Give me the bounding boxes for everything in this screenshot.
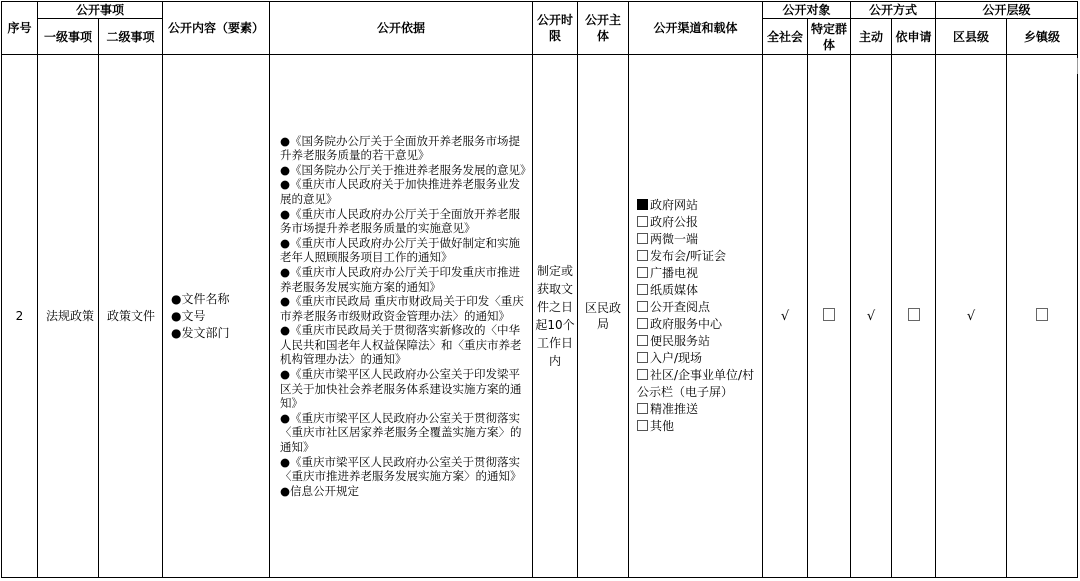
checked-box-icon bbox=[637, 199, 648, 210]
unchecked-box-icon bbox=[637, 403, 648, 414]
content-item: ●文号 bbox=[171, 308, 206, 323]
check-mark-icon: √ bbox=[866, 308, 876, 324]
channel-item bbox=[637, 197, 760, 214]
channel-label: 社区/企事业单位/村公示栏（电子屏） bbox=[637, 368, 755, 399]
row-seq: 2 bbox=[2, 55, 38, 578]
basis-item: ●信息公开规定 bbox=[280, 483, 360, 498]
header-basis: 公开依据 bbox=[270, 2, 533, 55]
header-matter: 公开事项 bbox=[38, 2, 163, 19]
header-tier-county: 区县级 bbox=[936, 19, 1007, 55]
channel-item bbox=[637, 265, 760, 282]
header-level1: 一级事项 bbox=[38, 19, 99, 55]
basis-item: ●《重庆市梁平区人民政府办公室关于贯彻落实〈重庆市推进养老服务发展实施方案〉的通知》 bbox=[280, 454, 522, 484]
header-content: 公开内容（要素） bbox=[163, 2, 270, 55]
channel-label: 纸质媒体 bbox=[650, 283, 699, 297]
empty-checkbox-icon bbox=[908, 308, 920, 321]
channel-item bbox=[637, 316, 760, 333]
row-channels bbox=[629, 55, 763, 578]
channel-item bbox=[637, 350, 760, 367]
header-channels: 公开渠道和载体 bbox=[629, 2, 763, 55]
header-method-active: 主动 bbox=[851, 19, 892, 55]
channel-label: 便民服务站 bbox=[650, 334, 711, 348]
header-audience-specific: 特定群体 bbox=[808, 19, 851, 55]
unchecked-box-icon bbox=[637, 301, 648, 312]
unchecked-box-icon bbox=[637, 216, 648, 227]
unchecked-box-icon bbox=[637, 352, 648, 363]
channel-label: 公开查阅点 bbox=[650, 300, 711, 314]
basis-item: ●《重庆市民政局关于贯彻落实新修改的〈中华人民共和国老年人权益保障法〉和〈重庆市养老机构管理办法〉的通知》 bbox=[280, 323, 522, 367]
channel-label: 其他 bbox=[650, 419, 675, 433]
header-subject: 公开主体 bbox=[578, 2, 629, 55]
disclosure-table bbox=[1, 1, 1078, 578]
check-mark-icon: √ bbox=[966, 308, 976, 324]
row-level1: 法规政策 bbox=[38, 55, 99, 578]
row-method-request bbox=[892, 55, 936, 578]
channel-label: 两微一端 bbox=[650, 232, 699, 246]
unchecked-box-icon bbox=[637, 267, 648, 278]
channel-item bbox=[637, 299, 760, 316]
header-level2: 二级事项 bbox=[99, 19, 163, 55]
basis-item: ●《国务院办公厅关于全面放开养老服务市场提升养老服务质量的若干意见》 bbox=[280, 133, 521, 163]
basis-item: ●《重庆市人民政府办公厅关于做好制定和实施老年人照顾服务项目工作的通知》 bbox=[280, 235, 521, 265]
channel-label: 入户/现场 bbox=[650, 351, 703, 365]
basis-item: ●《重庆市梁平区人民政府办公室关于贯彻落实〈重庆市社区居家养老服务全覆盖实施方案〉的通知》 bbox=[280, 410, 522, 455]
row-time: 制定或获取文件之日起10个工作日内 bbox=[533, 55, 578, 578]
channel-item bbox=[637, 367, 760, 401]
channel-label: 政府公报 bbox=[650, 215, 699, 229]
row-audience-specific bbox=[808, 55, 851, 578]
unchecked-box-icon bbox=[637, 250, 648, 261]
channel-label: 广播电视 bbox=[650, 266, 699, 280]
content-item: ●发文部门 bbox=[171, 325, 230, 340]
content-item: ●文件名称 bbox=[171, 291, 230, 306]
unchecked-box-icon bbox=[637, 420, 648, 431]
unchecked-box-icon bbox=[637, 233, 648, 244]
basis-item: ●《重庆市人民政府办公厅关于印发重庆市推进养老服务发展实施方案的通知》 bbox=[280, 264, 521, 294]
header-seq: 序号 bbox=[2, 2, 38, 55]
check-mark-icon: √ bbox=[780, 308, 790, 324]
row-subject: 区民政局 bbox=[578, 55, 629, 578]
basis-item: ●《重庆市梁平区人民政府办公室关于印发梁平区关于加快社会养老服务体系建设实施方案的通知》 bbox=[280, 367, 522, 411]
header-row-1 bbox=[2, 2, 1078, 19]
empty-checkbox-icon bbox=[1036, 308, 1048, 321]
channel-item bbox=[637, 418, 760, 435]
header-time: 公开时限 bbox=[533, 2, 578, 55]
header-method: 公开方式 bbox=[851, 2, 936, 19]
row-tier-town bbox=[1007, 55, 1078, 578]
unchecked-box-icon bbox=[637, 335, 648, 346]
header-tier: 公开层级 bbox=[936, 2, 1078, 19]
row-audience-all bbox=[763, 55, 808, 578]
channel-label: 政府服务中心 bbox=[650, 317, 723, 331]
channel-item bbox=[637, 333, 760, 350]
channel-label: 精准推送 bbox=[650, 402, 699, 416]
channel-item bbox=[637, 401, 760, 418]
header-tier-town: 乡镇级 bbox=[1007, 19, 1078, 55]
row-level2: 政策文件 bbox=[99, 55, 163, 578]
table-row bbox=[2, 55, 1078, 578]
channel-list bbox=[637, 197, 760, 435]
basis-item: ●《重庆市人民政府关于加快推进养老服务业发展的意见》 bbox=[280, 177, 521, 206]
row-method-active bbox=[851, 55, 892, 578]
channel-item bbox=[637, 248, 760, 265]
basis-item: ●《重庆市民政局 重庆市财政局关于印发〈重庆市养老服务市级财政资金管理办法〉的通知》 bbox=[280, 294, 524, 323]
channel-item bbox=[637, 282, 760, 299]
row-basis bbox=[270, 55, 533, 578]
unchecked-box-icon bbox=[637, 318, 648, 329]
channel-label: 政府网站 bbox=[650, 198, 699, 212]
header-method-request: 依申请 bbox=[892, 19, 936, 55]
empty-checkbox-icon bbox=[823, 308, 835, 321]
row-content bbox=[163, 55, 270, 578]
row-tier-county bbox=[936, 55, 1007, 578]
basis-item: ●《重庆市人民政府办公厅关于全面放开养老服务市场提升养老服务质量的实施意见》 bbox=[280, 206, 521, 236]
channel-item bbox=[637, 231, 760, 248]
unchecked-box-icon bbox=[637, 369, 648, 380]
header-audience: 公开对象 bbox=[763, 2, 851, 19]
channel-label: 发布会/听证会 bbox=[650, 249, 727, 263]
channel-item bbox=[637, 214, 760, 231]
header-audience-all: 全社会 bbox=[763, 19, 808, 55]
basis-item: ●《国务院办公厅关于推进养老服务发展的意见》 bbox=[280, 162, 532, 177]
unchecked-box-icon bbox=[637, 284, 648, 295]
